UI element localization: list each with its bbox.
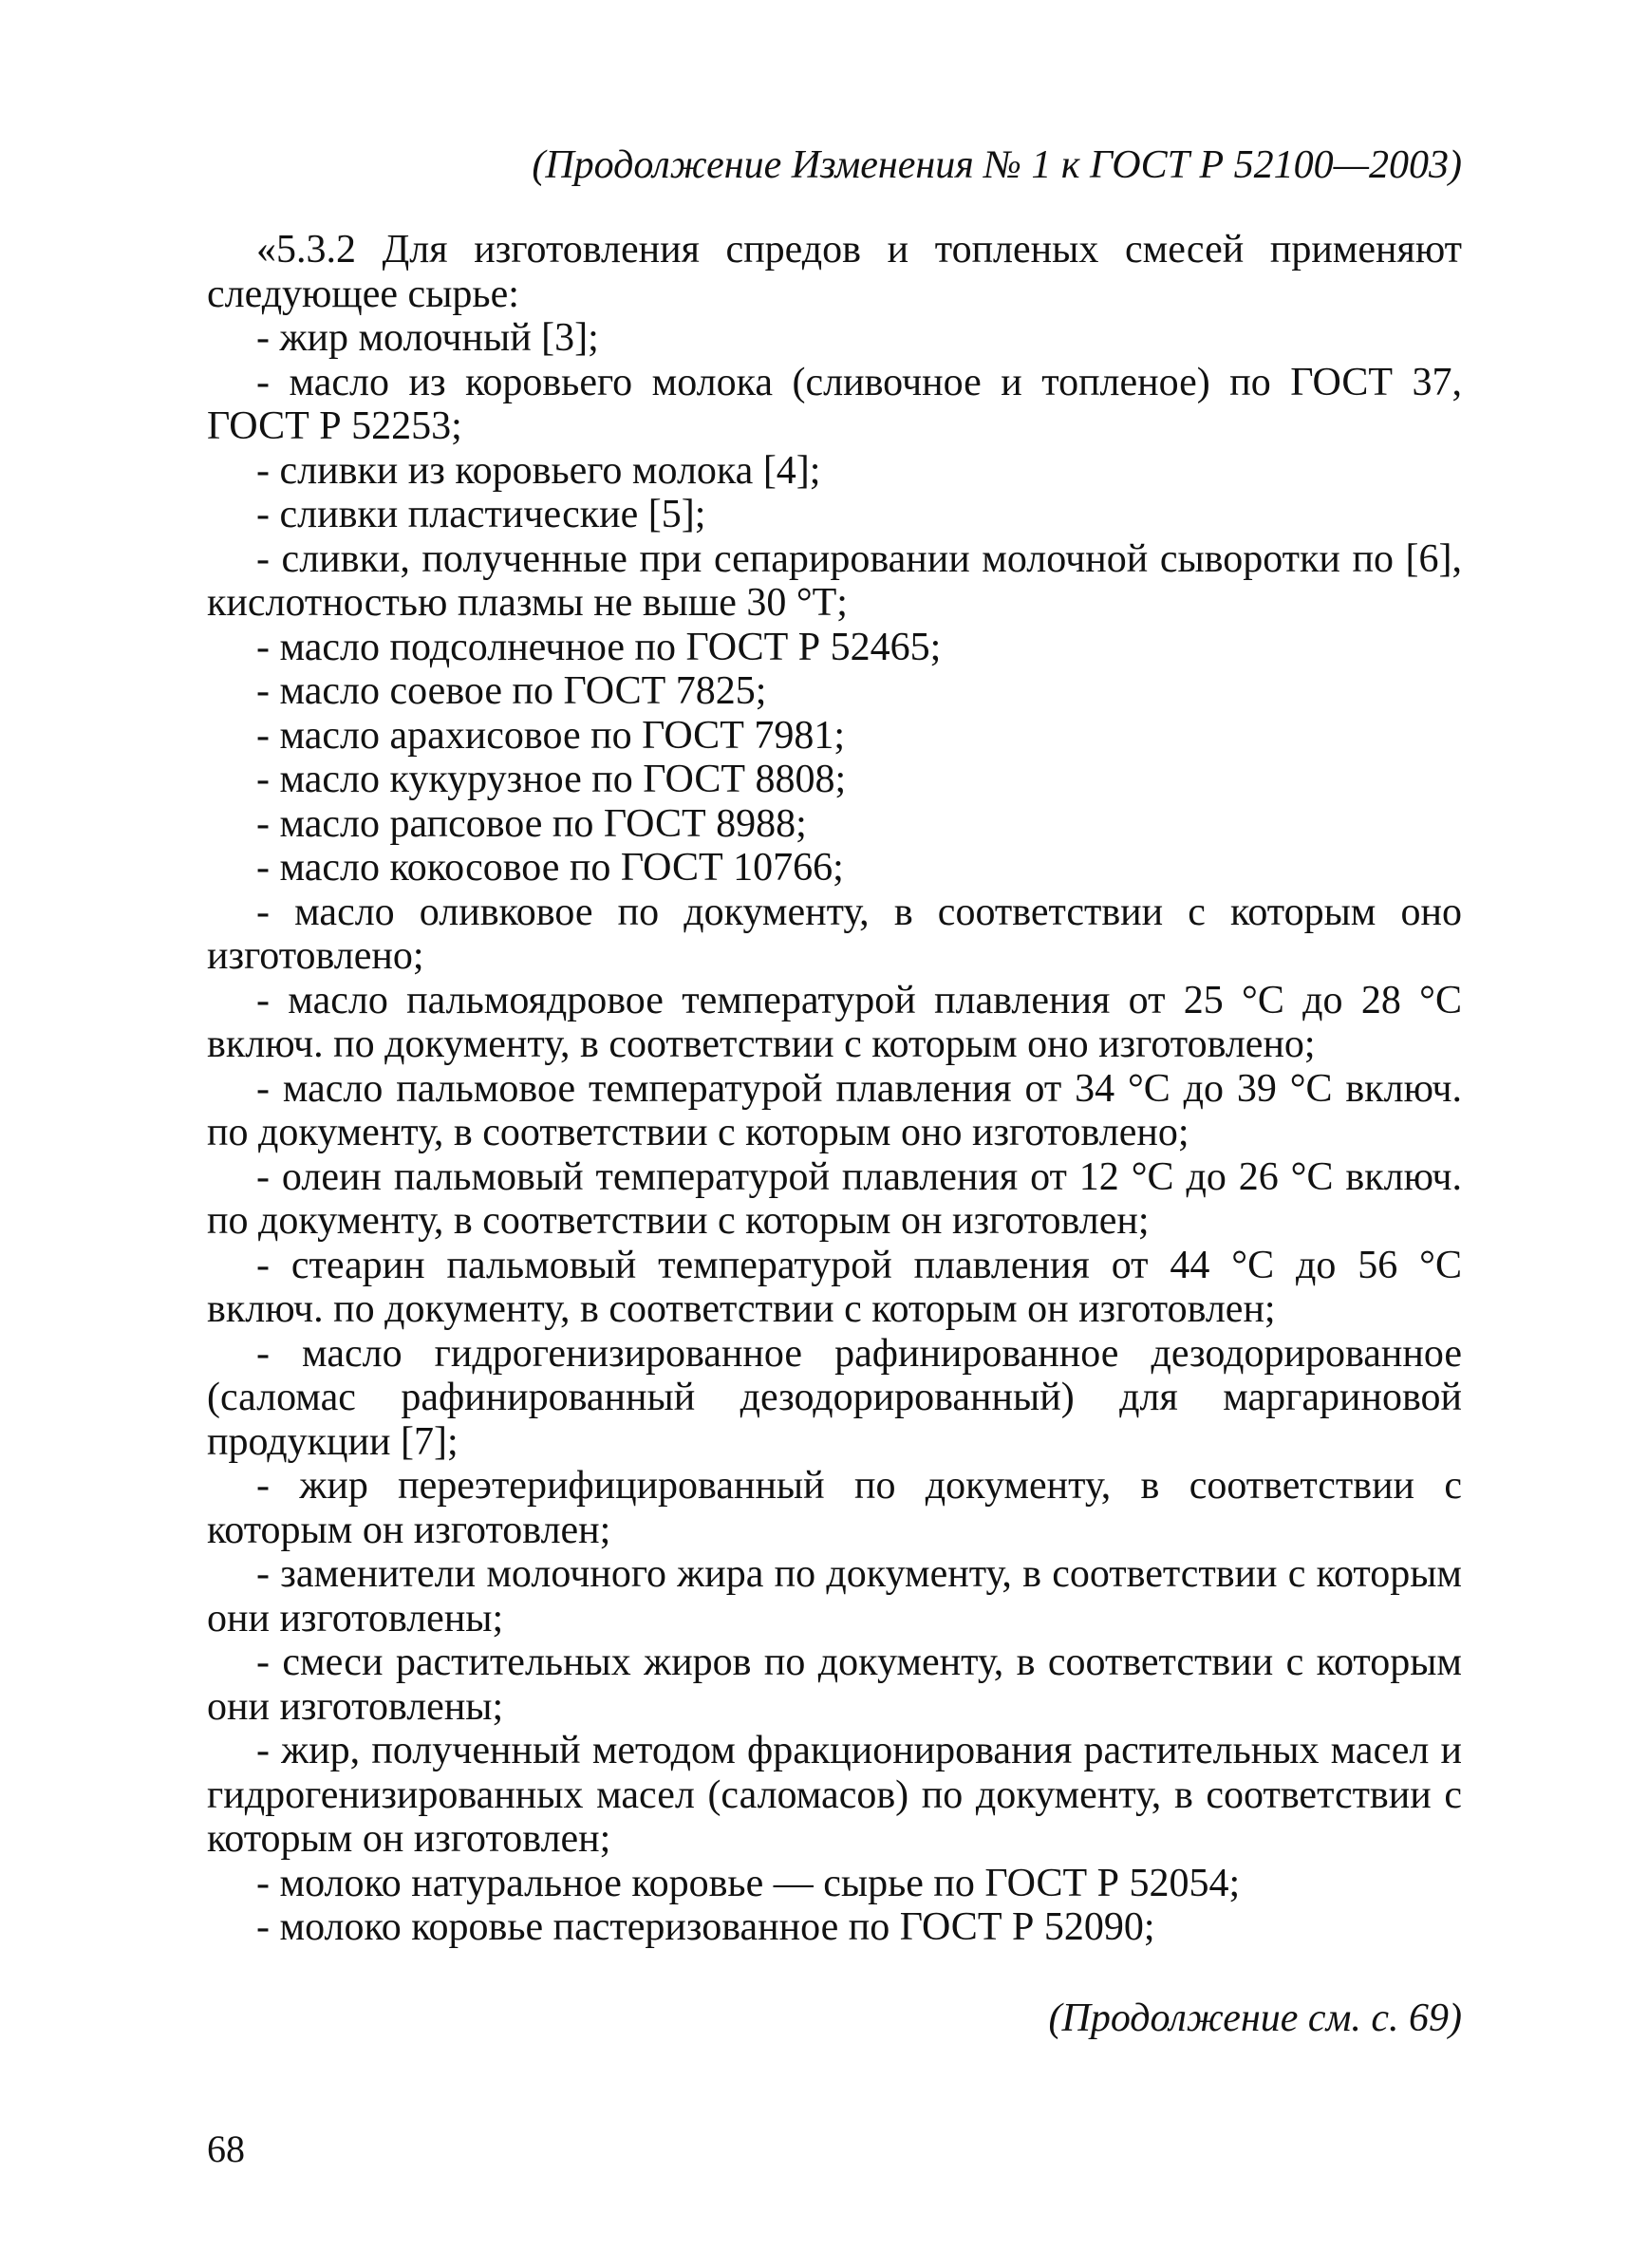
- continuation-note: (Продолжение см. с. 69): [1048, 1996, 1462, 2040]
- list-item: - жир молочный [3];: [256, 316, 599, 360]
- list-item: - масло арахисовое по ГОСТ 7981;: [256, 713, 846, 758]
- page-number: 68: [207, 2127, 245, 2170]
- list-item: - масло рапсовое по ГОСТ 8988;: [256, 801, 807, 846]
- list-item: - сливки из коровьего молока [4];: [256, 448, 821, 493]
- list-item: - заменители молочного жира по документу, в соответствии с которым они изготовлены;: [207, 1552, 1462, 1640]
- list-item: - стеарин пальмовый температурой плавления от 44 °С до 56 °С включ. по документу, в соответствии с которым он изготовлен;: [207, 1243, 1462, 1331]
- list-item: - сливки, полученные при сепарировании молочной сыворотки по [6], кислотностью плазмы не выше 30 °Т;: [207, 536, 1462, 625]
- list-item: - смеси растительных жиров по документу, в соответствии с которым они изготовлены;: [207, 1640, 1462, 1729]
- list-item: - масло из коровьего молока (сливочное и топленое) по ГОСТ 37, ГОСТ Р 52253;: [207, 360, 1462, 448]
- list-item: - масло кокосовое по ГОСТ 10766;: [256, 846, 844, 890]
- list-item: - олеин пальмовый температурой плавления от 12 °С до 26 °С включ. по документу, в соответствии с которым он изготовлен;: [207, 1154, 1462, 1243]
- list-item: - масло подсолнечное по ГОСТ Р 52465;: [256, 625, 942, 669]
- list-item: - масло оливковое по документу, в соответствии с которым оно изготовлено;: [207, 890, 1462, 978]
- list-item: - масло пальмовое температурой плавления от 34 °С до 39 °С включ. по документу, в соответствии с которым оно изготовлено;: [207, 1066, 1462, 1154]
- list-item: - молоко натуральное коровье — сырье по ГОСТ Р 52054;: [256, 1861, 1241, 1905]
- list-item: - жир, полученный методом фракционирования растительных масел и гидрогенизированных масел (саломасов) по документу, в соответствии с которым он изготовлен;: [207, 1729, 1462, 1861]
- paragraph: «5.3.2 Для изготовления спредов и топленых смесей применяют следующее сырье:: [207, 228, 1462, 316]
- list-item: - сливки пластические [5];: [256, 493, 706, 536]
- list-item: - масло пальмоядровое температурой плавления от 25 °С до 28 °С включ. по документу, в соответствии с которым оно изготовлено;: [207, 978, 1462, 1066]
- body-text: [207, 228, 1462, 1950]
- list-item: - жир переэтерифицированный по документу, в соответствии с которым он изготовлен;: [207, 1464, 1462, 1552]
- page-header: (Продолжение Изменения № 1 к ГОСТ Р 52100—2003): [532, 143, 1462, 187]
- list-item: - масло соевое по ГОСТ 7825;: [256, 669, 767, 713]
- list-item: - масло кукурузное по ГОСТ 8808;: [256, 758, 847, 801]
- list-item: - масло гидрогенизированное рафинированное дезодорированное (саломас рафинированный дезодорированный) для маргариновой продукции [7];: [207, 1331, 1462, 1464]
- list-item: - молоко коровье пастеризованное по ГОСТ Р 52090;: [256, 1905, 1155, 1949]
